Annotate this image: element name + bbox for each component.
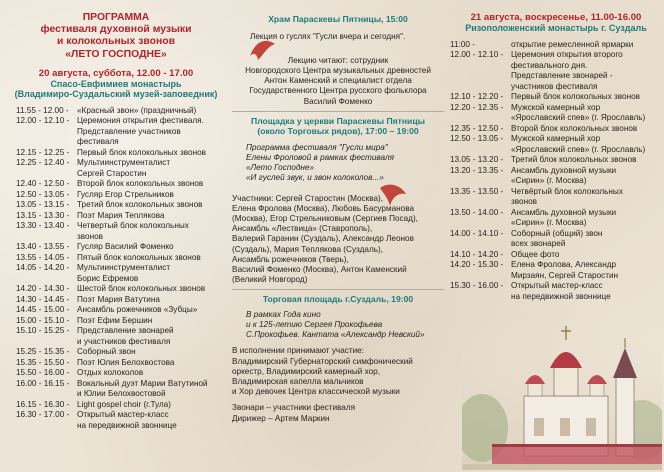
schedule-row: [450, 103, 662, 114]
schedule-description: Третий блок колокольных звонов: [77, 200, 203, 210]
schedule-description: Соборный (общий) звон: [511, 228, 603, 238]
schedule-time: [450, 113, 508, 124]
schedule-time: [450, 239, 508, 250]
text-line: Владимирская капелла мальчиков: [232, 377, 364, 387]
text-line: Валерий Гаранин (Суздаль), Александр Леонов: [232, 234, 414, 244]
schedule-row: [450, 239, 662, 250]
schedule-row: [450, 218, 662, 229]
schedule-time: 12.50 - 13.05 -: [450, 134, 504, 143]
schedule-time: 15.25 - 15.35 -: [16, 347, 70, 357]
schedule-description: Мужской камерный хор: [511, 102, 601, 112]
ribbon-decoration: [378, 180, 408, 208]
text-line: Программа фестиваля "Гусли мира": [246, 142, 388, 152]
divider: [232, 289, 444, 290]
schedule-row: [16, 295, 226, 306]
schedule-row: [450, 187, 662, 198]
schedule-row: [450, 113, 662, 124]
schedule-row: [16, 358, 226, 369]
schedule-row: [16, 169, 226, 180]
day2-venue: Ризоположенский монастырь г. Суздаль: [465, 23, 647, 33]
schedule-description: Второй блок колокольных звонов: [511, 123, 638, 133]
text-line: Елена Фролова (Москва), Любовь Басурманова: [232, 203, 415, 213]
schedule-time: 12.50 - 13.05 -: [16, 189, 70, 199]
schedule-row: [16, 368, 226, 379]
schedule-time: [16, 274, 74, 285]
schedule-description: Вокальный дуэт Марии Ватутиной: [77, 378, 208, 388]
schedule-description: фестиваля: [77, 137, 119, 147]
schedule-description: Открытый мастер-класс: [511, 281, 603, 290]
text-line: Государственного Центра русского фольклора: [249, 86, 427, 96]
schedule-description: Представление звонарей -: [511, 71, 613, 80]
schedule-description: «Сирин» (г. Москва): [511, 176, 587, 185]
schedule-time: 12.10 - 12.20 -: [450, 92, 504, 101]
lecture-title: Лекция о гуслях "Гусли вчера и сегодня".: [250, 31, 406, 41]
schedule-time: 14.10 - 14.20 -: [450, 249, 504, 259]
schedule-time: [450, 61, 508, 72]
schedule-time: 12.40 - 12.50 -: [16, 179, 70, 189]
text-line: Василий Фоменко (Москва), Антон Каменский: [232, 264, 407, 274]
performers-list: [232, 346, 444, 397]
schedule-row: [450, 197, 662, 208]
schedule-time: 13.40 - 13.55 -: [16, 242, 70, 252]
text-line: Новгородского Центра музыкальных древностей: [245, 65, 431, 75]
schedule-time: [16, 127, 74, 138]
title-line-1: ПРОГРАММА: [82, 12, 150, 23]
schedule-row: [16, 137, 226, 148]
schedule-description: «Красный звон» (праздничный): [77, 105, 197, 115]
day1-schedule: [6, 106, 226, 432]
schedule-row: [16, 211, 226, 222]
schedule-time: [450, 271, 508, 282]
schedule-description: открытие ремесленной ярмарки: [511, 39, 634, 49]
schedule-description: звонов: [77, 231, 103, 241]
schedule-row: [16, 242, 226, 253]
schedule-description: Церемония открытия второго: [511, 50, 623, 59]
schedule-row: [450, 40, 662, 51]
schedule-row: [16, 389, 226, 400]
schedule-time: 14.00 - 14.10 -: [450, 228, 504, 238]
schedule-time: 12.15 - 12.25 -: [16, 147, 70, 157]
text-line: (Москва), Егор Стрельниковым (Сергиев Посад),: [232, 213, 418, 223]
text-line: Участники: Сергей Старостин (Москва),: [232, 193, 384, 203]
title-line-3: и колокольных звонов: [57, 36, 175, 48]
conductor-note: Дирижер – Артем Маркин: [232, 413, 330, 423]
text-line: Ансамбль «Лествица» (Ставрополь),: [232, 224, 373, 234]
cantata-description: [232, 310, 444, 341]
schedule-row: [16, 106, 226, 117]
schedule-time: 13.05 - 13.20 -: [450, 155, 504, 164]
schedule-description: на передвижной звоннице: [77, 420, 177, 430]
column-day1-evening: [232, 0, 444, 472]
schedule-row: [16, 127, 226, 138]
schedule-time: 12.00 - 12.10 -: [450, 50, 504, 59]
schedule-description: Мирзаян, Сергей Старостин: [511, 270, 619, 280]
schedule-time: 15.30 - 16.00 -: [450, 281, 504, 290]
column-day1: [6, 0, 226, 472]
schedule-time: 12.25 - 12.40 -: [16, 158, 70, 168]
schedule-description: Ансамбль духовной музыки: [511, 165, 617, 175]
schedule-row: [16, 410, 226, 421]
schedule-description: Открытый мастер-класс: [77, 410, 169, 420]
schedule-time: [450, 176, 508, 187]
gusli-program-description: [232, 143, 444, 184]
schedule-time: 14.20 - 15.30 -: [450, 260, 504, 269]
schedule-row: [450, 166, 662, 177]
schedule-description: Борис Ефремов: [77, 273, 139, 283]
day1-date: 20 августа, суббота, 12.00 - 17.00: [38, 67, 194, 79]
day1-venue-line-2: (Владимиро-Суздальский музей-заповедник): [14, 89, 218, 100]
schedule-row: [16, 148, 226, 159]
schedule-time: 15.00 - 15.10 -: [16, 315, 70, 325]
schedule-time: [16, 421, 74, 432]
schedule-description: Поэт Ефим Бершин: [77, 315, 153, 325]
schedule-row: [16, 337, 226, 348]
schedule-time: 11:00 -: [450, 39, 475, 49]
schedule-row: [16, 400, 226, 411]
schedule-time: 13.20 - 13.35 -: [450, 165, 504, 175]
schedule-description: на передвижной звоннице: [511, 291, 611, 301]
schedule-row: [450, 250, 662, 261]
schedule-description: Представление участников: [77, 126, 181, 136]
title-line-2: фестиваля духовной музыки: [40, 24, 192, 36]
schedule-description: Второй блок колокольных звонов: [77, 179, 204, 189]
schedule-description: Мужской камерный хор: [511, 134, 601, 143]
text-line: Владимирский Губернаторский симфонический: [232, 356, 413, 366]
text-line: оркестр, Владимирский камерный хор,: [232, 366, 380, 376]
schedule-description: и участников фестиваля: [77, 336, 171, 346]
schedule-time: 13.05 - 13.15 -: [16, 200, 70, 210]
schedule-description: Пятый блок колокольных звонов: [77, 252, 201, 262]
schedule-row: [450, 208, 662, 219]
schedule-row: [16, 221, 226, 232]
schedule-time: 13.55 - 14.05 -: [16, 252, 70, 262]
schedule-time: [16, 232, 74, 243]
schedule-row: [16, 158, 226, 169]
church-illustration: [462, 318, 662, 470]
schedule-row: [16, 263, 226, 274]
schedule-description: Четвёртый блок колокольных: [511, 186, 623, 196]
schedule-row: [450, 145, 662, 156]
trade-square-heading: Торговая площадь г.Суздаль, 19:00: [262, 294, 414, 305]
schedule-time: 14.20 - 14.30 -: [16, 284, 70, 294]
day1-venue-line-1: Спасо-Евфимиев монастырь: [50, 78, 182, 89]
participants-list: [232, 194, 444, 286]
schedule-description: Елена Фролова, Александр: [511, 260, 617, 269]
schedule-description: Отдых колоколов: [77, 368, 144, 378]
schedule-time: 12.20 - 12.35 -: [450, 102, 504, 112]
schedule-description: «Ярославский спев» (г. Ярославль): [511, 144, 646, 154]
schedule-time: [16, 337, 74, 348]
schedule-time: 15.50 - 16.00 -: [16, 368, 70, 378]
schedule-description: «Ярославский спев» (г. Ярославль): [511, 113, 646, 122]
schedule-row: [16, 274, 226, 285]
schedule-description: Первый блок колокольных звонов: [77, 147, 207, 157]
schedule-time: [450, 145, 508, 156]
text-line: (Суздаль), Мария Теплякова (Суздаль),: [232, 244, 383, 254]
ribbon-decoration: [248, 36, 278, 64]
schedule-row: [16, 421, 226, 432]
text-line: С.Прокофьев. Кантата «Александр Невский»: [246, 330, 425, 340]
schedule-description: Третий блок колокольных звонов: [511, 155, 637, 164]
schedule-description: Гусляр Егор Стрельников: [77, 189, 174, 199]
schedule-time: [450, 197, 508, 208]
schedule-row: [16, 190, 226, 201]
schedule-description: Ансамбль рожечников «Зубцы»: [77, 305, 198, 315]
schedule-description: и Юлии Белохвостовой: [77, 389, 166, 399]
schedule-description: Ансамбль духовной музыки: [511, 207, 617, 217]
schedule-description: Представление звонарей: [77, 326, 174, 336]
schedule-row: [16, 200, 226, 211]
schedule-time: 12.35 - 12.50 -: [450, 123, 504, 133]
schedule-row: [16, 179, 226, 190]
schedule-time: [450, 218, 508, 229]
text-line: В исполнении принимают участие:: [232, 346, 364, 356]
text-line: и к 125-летию Сергея Прокофьева: [246, 320, 383, 330]
title-line-4: «ЛЕТО ГОСПОДНЕ»: [65, 48, 167, 60]
schedule-row: [450, 124, 662, 135]
schedule-description: Четвертый блок колокольных: [77, 221, 189, 231]
schedule-description: фестивального дня.: [511, 60, 588, 70]
schedule-description: Мультиинструменталист: [77, 158, 171, 168]
schedule-time: 13.35 - 13.50 -: [450, 186, 504, 196]
schedule-row: [16, 116, 226, 127]
schedule-time: 12.00 - 12.10 -: [16, 116, 70, 126]
text-line: В рамках Года кино: [246, 309, 321, 319]
schedule-description: Мультиинструменталист: [77, 263, 171, 273]
schedule-time: [450, 292, 508, 303]
schedule-time: [450, 82, 508, 93]
schedule-time: [16, 389, 74, 400]
schedule-row: [450, 134, 662, 145]
schedule-description: звонов: [511, 197, 537, 206]
schedule-row: [450, 92, 662, 103]
schedule-row: [450, 229, 662, 240]
text-line: «И гуслей звук, и звон колоколов...»: [246, 173, 384, 183]
schedule-description: Поэт Мария Теплякова: [77, 210, 165, 220]
schedule-time: [450, 71, 508, 82]
schedule-row: [16, 379, 226, 390]
day2-schedule: [450, 40, 662, 303]
schedule-time: 14.30 - 14.45 -: [16, 294, 70, 304]
schedule-time: 16.00 - 16.15 -: [16, 378, 70, 388]
schedule-description: Шестой блок колокольных звонов: [77, 284, 206, 294]
schedule-description: Соборный звон: [77, 347, 136, 357]
schedule-description: Первый блок колокольных звонов: [511, 92, 641, 101]
schedule-time: 15.35 - 15.50 -: [16, 357, 70, 367]
text-line: и Хор девочек Центра классической музыки: [232, 387, 400, 397]
schedule-time: [16, 137, 74, 148]
text-line: Лекцию читают: сотрудник: [287, 55, 389, 65]
schedule-description: Поэт Юлия Белохвостова: [77, 357, 175, 367]
schedule-description: Поэт Мария Ватутина: [77, 294, 160, 304]
schedule-time: 16.30 - 17.00 -: [16, 410, 70, 420]
schedule-description: Light gospel choir (г.Тула): [77, 399, 171, 409]
schedule-description: «Сирин» (г. Москва): [511, 218, 587, 227]
schedule-row: [450, 176, 662, 187]
schedule-row: [16, 347, 226, 358]
program-title: [6, 12, 226, 61]
schedule-row: [450, 292, 662, 303]
schedule-time: 16.15 - 16.30 -: [16, 399, 70, 409]
schedule-description: Сергей Старостин: [77, 168, 147, 178]
schedule-row: [16, 326, 226, 337]
schedule-row: [16, 253, 226, 264]
schedule-row: [16, 284, 226, 295]
schedule-row: [450, 50, 662, 61]
divider: [232, 111, 444, 112]
schedule-row: [16, 232, 226, 243]
schedule-description: Церемония открытия фестиваля.: [77, 116, 204, 126]
text-line: Ансамбль рожечников (Тверь),: [232, 254, 349, 264]
schedule-time: 15.10 - 15.25 -: [16, 326, 70, 336]
square-heading-line-1: Площадка у церкви Параскевы Пятницы: [251, 115, 425, 126]
schedule-row: [450, 82, 662, 93]
schedule-description: Гусляр Василий Фоменко: [77, 242, 174, 252]
schedule-row: [450, 260, 662, 271]
schedule-time: 11.55 - 12.00 -: [16, 105, 69, 115]
schedule-row: [450, 281, 662, 292]
schedule-time: [16, 169, 74, 180]
schedule-time: 13.15 - 13.30 -: [16, 210, 70, 220]
schedule-time: 14.05 - 14.20 -: [16, 263, 70, 273]
bell-ringers-note: Звонари – участники фестиваля: [232, 403, 356, 413]
schedule-time: 13.30 - 13.40 -: [16, 221, 70, 231]
text-line: Елены Фроловой в рамках фестиваля: [246, 152, 394, 162]
square-heading-line-2: (около Торговых рядов), 17:00 – 19:00: [257, 126, 419, 137]
schedule-row: [450, 271, 662, 282]
schedule-time: 14.45 - 15.00 -: [16, 305, 70, 315]
schedule-description: всех звонарей: [511, 239, 566, 248]
text-line: Антон Каменский и специалист отдела: [264, 76, 412, 86]
text-line: «Лето Господне»: [246, 163, 315, 173]
schedule-row: [450, 155, 662, 166]
paraskeva-church-heading: Храм Параскевы Пятницы, 15:00: [268, 14, 408, 24]
schedule-row: [450, 61, 662, 72]
schedule-row: [16, 305, 226, 316]
schedule-description: участников фестиваля: [511, 81, 598, 91]
day2-date: 21 августа, воскресенье, 11.00-16.00: [470, 12, 642, 23]
schedule-time: 13.50 - 14.00 -: [450, 207, 504, 217]
schedule-row: [450, 71, 662, 82]
schedule-description: Общее фото: [511, 249, 560, 259]
text-line: (Великий Новгород): [232, 275, 308, 285]
schedule-row: [16, 316, 226, 327]
text-line: Василий Фоменко: [303, 96, 373, 106]
